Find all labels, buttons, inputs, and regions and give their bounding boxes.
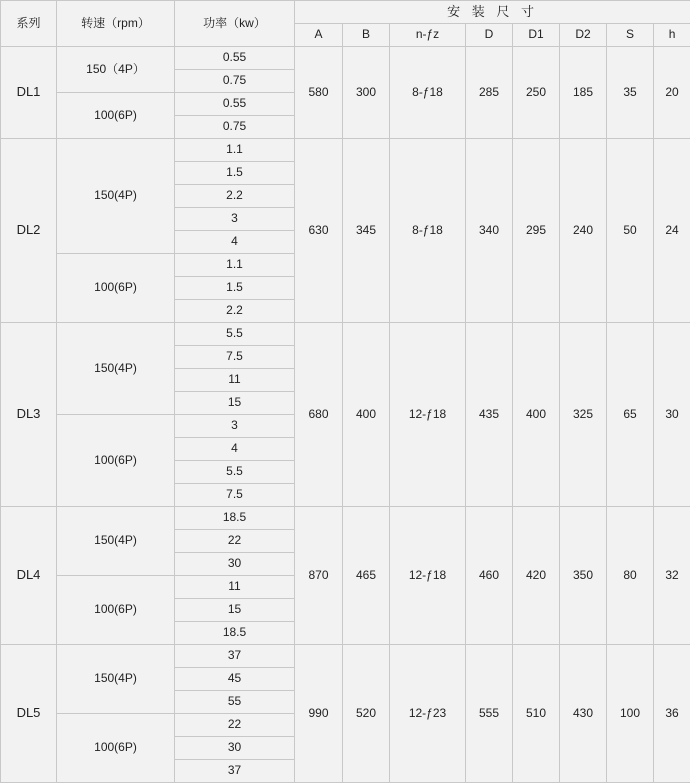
dim-cell-nz: 8-ƒ18 — [390, 139, 466, 323]
power-cell: 5.5 — [175, 323, 295, 346]
power-cell: 4 — [175, 231, 295, 254]
header-dim-a: A — [295, 24, 343, 47]
dim-cell-d: 340 — [466, 139, 513, 323]
table-row — [1, 323, 690, 346]
power-cell: 18.5 — [175, 622, 295, 645]
speed-cell: 150(4P) — [57, 139, 175, 254]
series-cell: DL2 — [1, 139, 57, 323]
header-dim-s: S — [607, 24, 654, 47]
header-dim-nz: n-ƒz — [390, 24, 466, 47]
header-dim-d2: D2 — [560, 24, 607, 47]
power-cell: 1.1 — [175, 139, 295, 162]
dim-cell-d: 460 — [466, 507, 513, 645]
header-series: 系列 — [1, 1, 57, 47]
dim-cell-nz: 12-ƒ23 — [390, 645, 466, 783]
power-cell: 2.2 — [175, 185, 295, 208]
power-cell: 1.5 — [175, 162, 295, 185]
power-cell: 0.75 — [175, 70, 295, 93]
dim-cell-s: 100 — [607, 645, 654, 783]
dim-cell-nz: 8-ƒ18 — [390, 47, 466, 139]
dim-cell-b: 520 — [343, 645, 390, 783]
dim-cell-h: 36 — [654, 645, 690, 783]
speed-cell: 100(6P) — [57, 415, 175, 507]
dim-cell-b: 400 — [343, 323, 390, 507]
dim-cell-d: 435 — [466, 323, 513, 507]
power-cell: 5.5 — [175, 461, 295, 484]
power-cell: 0.75 — [175, 116, 295, 139]
series-cell: DL5 — [1, 645, 57, 783]
dim-cell-b: 345 — [343, 139, 390, 323]
dim-cell-h: 32 — [654, 507, 690, 645]
header-dim-b: B — [343, 24, 390, 47]
power-cell: 18.5 — [175, 507, 295, 530]
dim-cell-d2: 240 — [560, 139, 607, 323]
power-cell: 15 — [175, 392, 295, 415]
dim-cell-d1: 420 — [513, 507, 560, 645]
speed-cell: 100(6P) — [57, 576, 175, 645]
table-row — [1, 507, 690, 530]
power-cell: 1.5 — [175, 277, 295, 300]
header-dim-h: h — [654, 24, 690, 47]
power-cell: 45 — [175, 668, 295, 691]
power-cell: 15 — [175, 599, 295, 622]
power-cell: 7.5 — [175, 346, 295, 369]
power-cell: 4 — [175, 438, 295, 461]
dim-cell-d1: 400 — [513, 323, 560, 507]
dim-cell-h: 24 — [654, 139, 690, 323]
power-cell: 3 — [175, 208, 295, 231]
table-row — [1, 47, 690, 70]
power-cell: 0.55 — [175, 93, 295, 116]
speed-cell: 150(4P) — [57, 323, 175, 415]
header-speed: 转速（rpm） — [57, 1, 175, 47]
speed-cell: 100(6P) — [57, 93, 175, 139]
header-install-dimensions: 安 装 尺 寸 — [295, 1, 690, 24]
dim-cell-nz: 12-ƒ18 — [390, 507, 466, 645]
dim-cell-d1: 510 — [513, 645, 560, 783]
header-power: 功率（kw） — [175, 1, 295, 47]
power-cell: 3 — [175, 415, 295, 438]
table-row — [1, 139, 690, 162]
dim-cell-s: 35 — [607, 47, 654, 139]
power-cell: 30 — [175, 553, 295, 576]
table-body — [1, 47, 690, 783]
speed-cell: 100(6P) — [57, 254, 175, 323]
series-cell: DL1 — [1, 47, 57, 139]
dim-cell-nz: 12-ƒ18 — [390, 323, 466, 507]
dim-cell-d1: 250 — [513, 47, 560, 139]
header-row-top — [1, 1, 690, 24]
speed-cell: 150(4P) — [57, 645, 175, 714]
header-dim-d: D — [466, 24, 513, 47]
header-dim-d1: D1 — [513, 24, 560, 47]
dim-cell-s: 80 — [607, 507, 654, 645]
power-cell: 37 — [175, 645, 295, 668]
dim-cell-a: 580 — [295, 47, 343, 139]
dim-cell-d2: 325 — [560, 323, 607, 507]
power-cell: 22 — [175, 714, 295, 737]
power-cell: 11 — [175, 576, 295, 599]
dim-cell-a: 990 — [295, 645, 343, 783]
dim-cell-d2: 350 — [560, 507, 607, 645]
dim-cell-a: 680 — [295, 323, 343, 507]
speed-cell: 150（4P） — [57, 47, 175, 93]
dim-cell-d1: 295 — [513, 139, 560, 323]
dim-cell-d: 285 — [466, 47, 513, 139]
power-cell: 0.55 — [175, 47, 295, 70]
speed-cell: 150(4P) — [57, 507, 175, 576]
dim-cell-d2: 430 — [560, 645, 607, 783]
table-row — [1, 645, 690, 668]
power-cell: 55 — [175, 691, 295, 714]
dim-cell-h: 20 — [654, 47, 690, 139]
power-cell: 2.2 — [175, 300, 295, 323]
speed-cell: 100(6P) — [57, 714, 175, 783]
power-cell: 1.1 — [175, 254, 295, 277]
power-cell: 37 — [175, 760, 295, 783]
dim-cell-a: 870 — [295, 507, 343, 645]
dim-cell-s: 65 — [607, 323, 654, 507]
power-cell: 11 — [175, 369, 295, 392]
dim-cell-a: 630 — [295, 139, 343, 323]
dim-cell-b: 465 — [343, 507, 390, 645]
table-header — [1, 1, 690, 47]
dim-cell-h: 30 — [654, 323, 690, 507]
power-cell: 22 — [175, 530, 295, 553]
power-cell: 30 — [175, 737, 295, 760]
series-cell: DL4 — [1, 507, 57, 645]
dim-cell-s: 50 — [607, 139, 654, 323]
series-cell: DL3 — [1, 323, 57, 507]
dim-cell-b: 300 — [343, 47, 390, 139]
dim-cell-d: 555 — [466, 645, 513, 783]
dim-cell-d2: 185 — [560, 47, 607, 139]
power-cell: 7.5 — [175, 484, 295, 507]
